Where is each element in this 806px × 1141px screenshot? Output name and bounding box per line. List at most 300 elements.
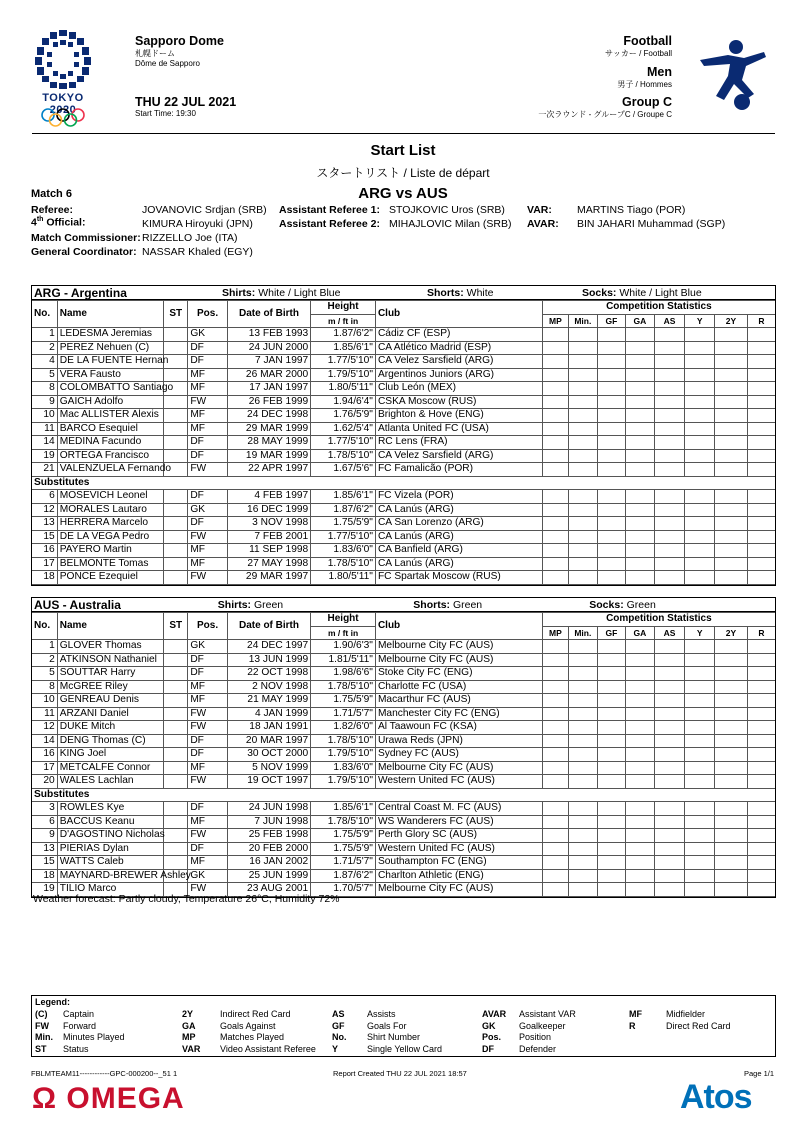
player-dob: 29 MAR 1999	[227, 422, 310, 436]
player-club: Stoke City FC (ENG)	[375, 667, 542, 681]
player-position: DF	[188, 734, 228, 748]
player-stat-cell	[685, 395, 715, 409]
player-row	[32, 842, 775, 856]
player-stat-cell	[542, 571, 568, 585]
player-stat-cell	[747, 503, 775, 517]
player-status	[164, 694, 188, 708]
player-stat-cell	[569, 530, 598, 544]
player-position: DF	[188, 667, 228, 681]
player-stat-cell	[569, 653, 598, 667]
player-row	[32, 436, 775, 450]
player-stat-cell	[654, 815, 685, 829]
player-stat-cell	[597, 653, 626, 667]
player-stat-cell	[626, 883, 655, 897]
player-dob: 4 JAN 1999	[227, 707, 310, 721]
group-sub: 一次ラウンド - グループC / Groupe C	[538, 110, 672, 120]
player-stat-cell	[626, 530, 655, 544]
player-stat-cell	[654, 409, 685, 423]
player-number: 9	[32, 829, 57, 843]
legend-value: Goals Against	[220, 1020, 276, 1031]
player-stat-cell	[542, 856, 568, 870]
player-name: SOUTTAR Harry	[57, 667, 163, 681]
player-name: ROWLES Kye	[57, 802, 163, 816]
player-stat-cell	[685, 409, 715, 423]
player-stat-cell	[626, 355, 655, 369]
omega-logo: Ω OMEGA	[32, 1082, 185, 1115]
legend-value: Midfielder	[666, 1009, 706, 1019]
player-number: 2	[32, 341, 57, 355]
player-stat-cell	[654, 694, 685, 708]
shorts	[427, 287, 582, 299]
page-title: Start List	[370, 142, 436, 159]
legend-key: Pos.	[482, 1032, 502, 1042]
player-dob: 22 APR 1997	[227, 463, 310, 477]
player-club: CA Lanús (ARG)	[375, 557, 542, 571]
player-stat-cell	[597, 694, 626, 708]
player-height: 1.80/5'11"	[311, 382, 376, 396]
player-club: Western United FC (AUS)	[375, 775, 542, 789]
player-stat-cell	[569, 355, 598, 369]
col-pos: Pos.	[188, 613, 228, 640]
player-row	[32, 382, 775, 396]
player-stat-cell	[597, 842, 626, 856]
legend-key: GF	[332, 1020, 345, 1031]
match-number: Match 6	[31, 188, 72, 200]
legend-key: GA	[182, 1020, 196, 1031]
player-height: 1.98/6'6"	[311, 667, 376, 681]
player-dob: 2 NOV 1998	[227, 680, 310, 694]
player-position: MF	[188, 761, 228, 775]
player-stat-cell	[685, 802, 715, 816]
player-club: Manchester City FC (ENG)	[375, 707, 542, 721]
player-status	[164, 829, 188, 843]
player-stat-cell	[654, 368, 685, 382]
player-height: 1.71/5'7"	[311, 707, 376, 721]
player-stat-cell	[654, 856, 685, 870]
player-name: COLOMBATTO Santiago	[57, 382, 163, 396]
player-name: DENG Thomas (C)	[57, 734, 163, 748]
player-stat-cell	[542, 463, 568, 477]
player-stat-cell	[654, 571, 685, 585]
player-stat-cell	[685, 382, 715, 396]
match-commissioner-value: RIZZELLO Joe (ITA)	[142, 232, 238, 244]
legend-value: Goals For	[367, 1020, 407, 1031]
player-dob: 20 MAR 1997	[227, 734, 310, 748]
player-stat-cell	[597, 802, 626, 816]
player-status	[164, 775, 188, 789]
player-stat-cell	[654, 829, 685, 843]
player-stat-cell	[654, 382, 685, 396]
legend-key: MF	[629, 1009, 642, 1019]
player-stat-cell	[747, 382, 775, 396]
legend-key: No.	[332, 1032, 347, 1042]
col-height: Height	[311, 613, 376, 627]
legend-value: Shirt Number	[367, 1032, 421, 1042]
legend-key: AS	[332, 1009, 345, 1019]
player-stat-cell	[654, 721, 685, 735]
player-stat-cell	[685, 328, 715, 342]
player-stat-cell	[747, 680, 775, 694]
col-y: Y	[685, 626, 715, 640]
player-stat-cell	[747, 694, 775, 708]
player-stat-cell	[685, 463, 715, 477]
player-stat-cell	[597, 395, 626, 409]
player-row	[32, 761, 775, 775]
player-position: FW	[188, 707, 228, 721]
player-stat-cell	[597, 422, 626, 436]
player-stat-cell	[654, 517, 685, 531]
player-stat-cell	[715, 707, 748, 721]
player-club: Central Coast M. FC (AUS)	[375, 802, 542, 816]
player-stat-cell	[747, 869, 775, 883]
player-name: ORTEGA Francisco	[57, 449, 163, 463]
player-club: Al Taawoun FC (KSA)	[375, 721, 542, 735]
general-coordinator-value: NASSAR Khaled (EGY)	[142, 246, 253, 258]
player-stat-cell	[715, 883, 748, 897]
player-dob: 29 MAR 1997	[227, 571, 310, 585]
player-stat-cell	[715, 748, 748, 762]
player-row	[32, 517, 775, 531]
player-stat-cell	[597, 341, 626, 355]
player-stat-cell	[626, 842, 655, 856]
substitutes-label: Substitutes	[32, 788, 775, 802]
player-number: 10	[32, 694, 57, 708]
player-status	[164, 842, 188, 856]
player-status	[164, 409, 188, 423]
player-stat-cell	[654, 640, 685, 654]
player-stat-cell	[747, 436, 775, 450]
player-stat-cell	[715, 761, 748, 775]
player-stat-cell	[715, 503, 748, 517]
player-stat-cell	[685, 721, 715, 735]
fourth-official-value: KIMURA Hiroyuki (JPN)	[142, 218, 253, 230]
var-value: MARTINS Tiago (POR)	[577, 204, 686, 216]
player-stat-cell	[685, 422, 715, 436]
player-stat-cell	[542, 694, 568, 708]
player-dob: 23 AUG 2001	[227, 883, 310, 897]
player-name: WATTS Caleb	[57, 856, 163, 870]
player-height: 1.75/5'9"	[311, 517, 376, 531]
col-as: AS	[654, 314, 685, 328]
player-stat-cell	[542, 802, 568, 816]
gender: Men	[647, 64, 672, 79]
player-position: DF	[188, 842, 228, 856]
player-stat-cell	[715, 368, 748, 382]
player-club: Club León (MEX)	[375, 382, 542, 396]
player-stat-cell	[715, 667, 748, 681]
header-divider	[32, 133, 775, 134]
player-stat-cell	[654, 842, 685, 856]
player-stat-cell	[626, 328, 655, 342]
player-name: ATKINSON Nathaniel	[57, 653, 163, 667]
player-status	[164, 802, 188, 816]
player-stat-cell	[569, 640, 598, 654]
player-height: 1.76/5'9"	[311, 409, 376, 423]
player-stat-cell	[569, 328, 598, 342]
player-name: GAICH Adolfo	[57, 395, 163, 409]
player-height: 1.77/5'10"	[311, 530, 376, 544]
player-position: GK	[188, 640, 228, 654]
general-coordinator-label: General Coordinator:	[31, 246, 137, 258]
player-stat-cell	[654, 544, 685, 558]
player-stat-cell	[747, 640, 775, 654]
player-club: CA Atlético Madrid (ESP)	[375, 341, 542, 355]
player-stat-cell	[715, 328, 748, 342]
tokyo-2020-emblem	[30, 28, 96, 124]
player-position: MF	[188, 680, 228, 694]
player-club: Charlotte FC (USA)	[375, 680, 542, 694]
player-name: DE LA VEGA Pedro	[57, 530, 163, 544]
player-stat-cell	[626, 829, 655, 843]
date-block	[135, 95, 236, 118]
player-stat-cell	[747, 449, 775, 463]
player-dob: 30 OCT 2000	[227, 748, 310, 762]
shirts	[222, 287, 427, 299]
player-name: METCALFE Connor	[57, 761, 163, 775]
player-stat-cell	[569, 368, 598, 382]
player-status	[164, 653, 188, 667]
legend-value: Position	[519, 1032, 552, 1042]
team-header	[32, 286, 775, 300]
player-name: DE LA FUENTE Hernan	[57, 355, 163, 369]
player-stat-cell	[747, 748, 775, 762]
player-name: McGREE Riley	[57, 680, 163, 694]
player-height: 1.78/5'10"	[311, 557, 376, 571]
player-club: Charlton Athletic (ENG)	[375, 869, 542, 883]
player-height: 1.85/6'1"	[311, 490, 376, 504]
col-no: No.	[32, 301, 57, 328]
player-stat-cell	[626, 680, 655, 694]
legend-value: Assistant VAR	[519, 1009, 576, 1019]
player-dob: 26 FEB 1999	[227, 395, 310, 409]
player-stat-cell	[569, 707, 598, 721]
player-stat-cell	[569, 544, 598, 558]
player-stat-cell	[747, 721, 775, 735]
player-row	[32, 530, 775, 544]
player-name: BELMONTE Tomas	[57, 557, 163, 571]
player-number: 5	[32, 368, 57, 382]
player-stat-cell	[685, 530, 715, 544]
player-dob: 7 JUN 1998	[227, 815, 310, 829]
player-stat-cell	[597, 557, 626, 571]
shorts	[413, 599, 589, 611]
player-stat-cell	[747, 775, 775, 789]
player-row	[32, 640, 775, 654]
player-stat-cell	[747, 802, 775, 816]
player-status	[164, 530, 188, 544]
player-number: 16	[32, 544, 57, 558]
player-dob: 7 FEB 2001	[227, 530, 310, 544]
col-height: Height	[311, 301, 376, 315]
col-y2: 2Y	[715, 626, 748, 640]
player-stat-cell	[542, 829, 568, 843]
player-dob: 24 DEC 1998	[227, 409, 310, 423]
footer-code: FBLMTEAM11------------GPC-000200--_51 1	[31, 1069, 178, 1078]
player-stat-cell	[542, 667, 568, 681]
player-height: 1.75/5'9"	[311, 842, 376, 856]
player-stat-cell	[747, 490, 775, 504]
player-status	[164, 395, 188, 409]
col-mp: MP	[542, 626, 568, 640]
player-row	[32, 368, 775, 382]
shorts-value: White	[466, 286, 494, 299]
player-stat-cell	[597, 775, 626, 789]
player-stat-cell	[654, 328, 685, 342]
player-position: DF	[188, 748, 228, 762]
table-header-row	[32, 301, 775, 315]
player-stat-cell	[542, 409, 568, 423]
player-height: 1.77/5'10"	[311, 436, 376, 450]
col-name: Name	[57, 301, 163, 328]
player-number: 14	[32, 734, 57, 748]
player-row	[32, 707, 775, 721]
player-stat-cell	[715, 530, 748, 544]
player-stat-cell	[569, 802, 598, 816]
player-row	[32, 748, 775, 762]
player-stat-cell	[747, 571, 775, 585]
player-dob: 5 NOV 1999	[227, 761, 310, 775]
player-row	[32, 355, 775, 369]
player-stat-cell	[542, 815, 568, 829]
player-club: Atlanta United FC (USA)	[375, 422, 542, 436]
player-stat-cell	[569, 829, 598, 843]
player-stat-cell	[654, 883, 685, 897]
player-stat-cell	[654, 734, 685, 748]
player-stat-cell	[685, 640, 715, 654]
col-competition-statistics: Competition Statistics	[542, 301, 775, 315]
legend-title: Legend:	[35, 997, 70, 1007]
player-status	[164, 815, 188, 829]
player-number: 12	[32, 721, 57, 735]
col-ga: GA	[626, 314, 655, 328]
player-height: 1.79/5'10"	[311, 368, 376, 382]
player-name: D'AGOSTINO Nicholas	[57, 829, 163, 843]
gender-sub: 男子 / Hommes	[617, 79, 672, 89]
socks-label: Socks:	[589, 598, 624, 611]
legend-value: Single Yellow Card	[367, 1043, 443, 1054]
player-position: DF	[188, 355, 228, 369]
legend-key: GK	[482, 1020, 496, 1031]
shirts-value: White / Light Blue	[258, 286, 341, 299]
player-stat-cell	[542, 530, 568, 544]
player-club: Brighton & Hove (ENG)	[375, 409, 542, 423]
player-number: 19	[32, 883, 57, 897]
player-stat-cell	[747, 517, 775, 531]
player-stat-cell	[685, 490, 715, 504]
team-roster-table	[32, 612, 775, 897]
start-time: Start Time: 19:30	[135, 109, 196, 118]
player-stat-cell	[747, 544, 775, 558]
player-stat-cell	[597, 382, 626, 396]
player-stat-cell	[654, 503, 685, 517]
col-min: Min.	[569, 314, 598, 328]
player-stat-cell	[597, 328, 626, 342]
player-dob: 26 MAR 2000	[227, 368, 310, 382]
avar-label: AVAR:	[527, 218, 559, 230]
team-roster-table	[32, 300, 775, 585]
col-gf: GF	[597, 626, 626, 640]
player-club: CA Velez Sarsfield (ARG)	[375, 355, 542, 369]
player-position: GK	[188, 328, 228, 342]
player-stat-cell	[626, 640, 655, 654]
player-club: Melbourne City FC (AUS)	[375, 640, 542, 654]
player-dob: 21 MAY 1999	[227, 694, 310, 708]
player-position: GK	[188, 503, 228, 517]
player-stat-cell	[685, 571, 715, 585]
player-dob: 16 JAN 2002	[227, 856, 310, 870]
player-stat-cell	[597, 355, 626, 369]
player-status	[164, 490, 188, 504]
player-stat-cell	[597, 517, 626, 531]
player-height: 1.87/6'2"	[311, 328, 376, 342]
team-name: ARG - Argentina	[34, 285, 127, 300]
player-stat-cell	[685, 557, 715, 571]
player-stat-cell	[597, 449, 626, 463]
player-stat-cell	[569, 748, 598, 762]
player-stat-cell	[747, 815, 775, 829]
player-name: PIERIAS Dylan	[57, 842, 163, 856]
legend-value: Forward	[63, 1020, 97, 1031]
player-stat-cell	[685, 503, 715, 517]
player-stat-cell	[715, 382, 748, 396]
player-stat-cell	[597, 856, 626, 870]
player-stat-cell	[542, 395, 568, 409]
player-height: 1.82/6'0"	[311, 721, 376, 735]
player-stat-cell	[715, 571, 748, 585]
col-min: Min.	[569, 626, 598, 640]
player-stat-cell	[569, 571, 598, 585]
player-club: FC Spartak Moscow (RUS)	[375, 571, 542, 585]
player-club: Cádiz CF (ESP)	[375, 328, 542, 342]
player-height: 1.79/5'10"	[311, 775, 376, 789]
player-number: 13	[32, 517, 57, 531]
legend-value: Matches Played	[220, 1032, 285, 1042]
player-number: 4	[32, 355, 57, 369]
player-stat-cell	[715, 775, 748, 789]
socks-value: White / Light Blue	[619, 286, 702, 299]
player-stat-cell	[654, 530, 685, 544]
player-stat-cell	[626, 815, 655, 829]
player-club: Western United FC (AUS)	[375, 842, 542, 856]
player-stat-cell	[542, 382, 568, 396]
player-name: WALES Lachlan	[57, 775, 163, 789]
player-number: 8	[32, 680, 57, 694]
referee-value: JOVANOVIC Srdjan (SRB)	[142, 204, 267, 216]
player-height: 1.94/6'4"	[311, 395, 376, 409]
player-stat-cell	[569, 734, 598, 748]
player-stat-cell	[542, 883, 568, 897]
player-height: 1.79/5'10"	[311, 748, 376, 762]
player-number: 6	[32, 490, 57, 504]
player-club: Melbourne City FC (AUS)	[375, 761, 542, 775]
player-name: BACCUS Keanu	[57, 815, 163, 829]
player-name: ARZANI Daniel	[57, 707, 163, 721]
player-stat-cell	[626, 517, 655, 531]
socks	[589, 599, 775, 611]
player-dob: 17 JAN 1997	[227, 382, 310, 396]
sport-block	[538, 34, 672, 120]
player-stat-cell	[654, 395, 685, 409]
player-stat-cell	[715, 734, 748, 748]
player-row	[32, 829, 775, 843]
player-stat-cell	[654, 667, 685, 681]
player-stat-cell	[747, 653, 775, 667]
player-stat-cell	[542, 869, 568, 883]
player-position: FW	[188, 463, 228, 477]
player-dob: 19 OCT 1997	[227, 775, 310, 789]
player-stat-cell	[597, 829, 626, 843]
player-stat-cell	[626, 734, 655, 748]
